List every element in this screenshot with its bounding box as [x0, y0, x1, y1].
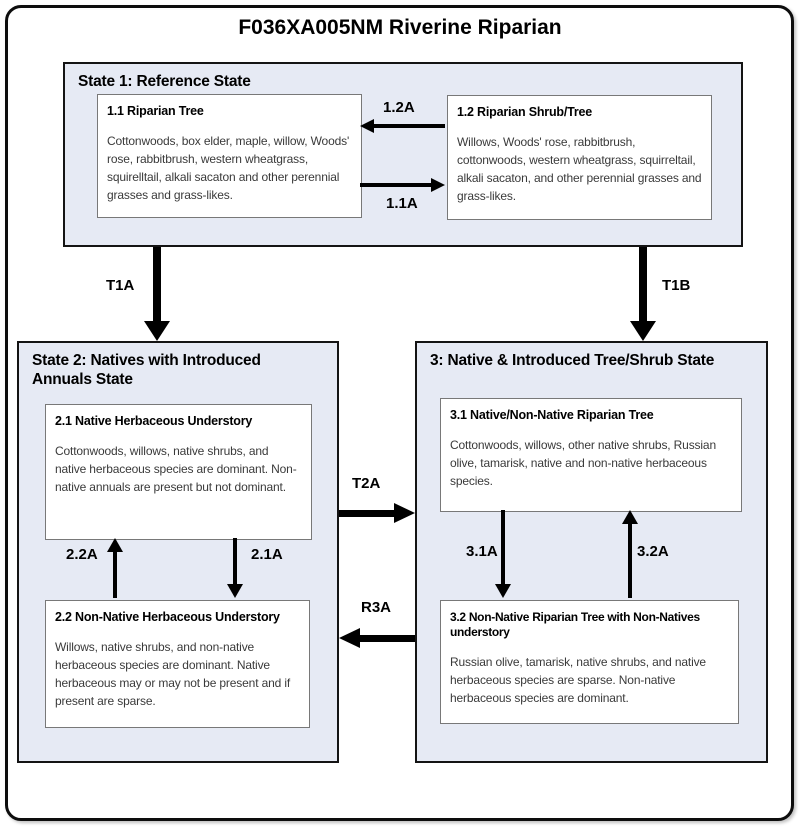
arrow-stem [113, 550, 117, 598]
community-2-1 [45, 404, 312, 540]
community-3-2-title: 3.2 Non-Native Riparian Tree with Non-Natives understory [450, 610, 700, 639]
arrow-head-icon [630, 321, 656, 341]
transition-label-t1a: T1A [106, 277, 135, 294]
community-1-2 [447, 95, 712, 220]
community-1-1-body: Cottonwoods, box elder, maple, willow, Woods' rose, rabbitbrush, western wheatgrass, squirelltail, alkali sacaton and other perennial grasses and grass-likes. [107, 134, 350, 202]
community-3-2-body: Russian olive, tamarisk, native shrubs, and native herbaceous species are sparse. Non-native herbaceous species are dominant. [450, 655, 706, 705]
arrow-head-icon [495, 584, 511, 598]
transition-arrow-t1b-down-icon [630, 247, 656, 341]
arrow-stem [339, 510, 395, 517]
pathway-label-1-2a: 1.2A [383, 99, 415, 116]
restoration-arrow-r3a-left-icon [339, 628, 415, 648]
pathway-arrow-2-2a-up-icon [107, 538, 123, 598]
state1-title: State 1: Reference State [78, 73, 251, 90]
arrow-stem [628, 522, 632, 598]
state3-title: 3: Native & Introduced Tree/Shrub State [430, 352, 715, 369]
community-2-2 [45, 600, 310, 728]
community-3-1-title: 3.1 Native/Non-Native Riparian Tree [450, 408, 654, 422]
community-2-1-body: Cottonwoods, willows, native shrubs, and native herbaceous species are dominant. Non-native annuals are present but not dominant. [55, 444, 297, 494]
arrow-stem [639, 247, 647, 322]
arrow-head-icon [431, 178, 445, 192]
pathway-arrow-2-1a-down-icon [227, 538, 243, 598]
transition-arrow-t1a-down-icon [144, 247, 170, 341]
community-2-1-title: 2.1 Native Herbaceous Understory [55, 414, 253, 428]
transition-label-t1b: T1B [662, 277, 691, 294]
diagram-title: F036XA005NM Riverine Riparian [238, 16, 562, 39]
arrow-stem [373, 124, 445, 128]
arrow-head-icon [394, 503, 415, 523]
community-3-1-body: Cottonwoods, willows, other native shrubs, Russian olive, tamarisk, native and non-native herbaceous species. [450, 438, 716, 488]
transition-arrow-t2a-right-icon [339, 503, 415, 523]
pathway-arrow-1-1a-right-icon [360, 178, 445, 192]
restoration-label-r3a: R3A [361, 599, 392, 616]
pathway-label-2-2a: 2.2A [66, 546, 98, 563]
arrow-head-icon [144, 321, 170, 341]
state1-box [63, 62, 743, 247]
state2-title: State 2: Natives with Introduced Annuals State [32, 352, 261, 388]
community-1-2-body: Willows, Woods' rose, rabbitbrush, cottonwoods, western wheatgrass, squirreltail, alkali sacaton, and other perennial grasses and grass-likes. [457, 135, 702, 203]
community-1-2-title: 1.2 Riparian Shrub/Tree [457, 105, 593, 119]
community-2-2-title: 2.2 Non-Native Herbaceous Understory [55, 610, 280, 624]
pathway-label-2-1a: 2.1A [251, 546, 283, 563]
arrow-head-icon [360, 119, 374, 133]
community-1-1-title: 1.1 Riparian Tree [107, 104, 204, 118]
arrow-head-icon [339, 628, 360, 648]
pathway-arrow-3-2a-up-icon [622, 510, 638, 598]
arrow-stem [359, 635, 415, 642]
transition-label-t2a: T2A [352, 475, 381, 492]
arrow-head-icon [227, 584, 243, 598]
community-3-2 [440, 600, 739, 724]
arrow-stem [360, 183, 432, 187]
pathway-label-3-2a: 3.2A [637, 543, 669, 560]
arrow-stem [501, 510, 505, 586]
pathway-label-1-1a: 1.1A [386, 195, 418, 212]
arrow-head-icon [622, 510, 638, 524]
community-2-2-body: Willows, native shrubs, and non-native herbaceous species are dominant. Native herbaceous may or may not be present and if present are sparse. [55, 640, 291, 708]
community-3-1 [440, 398, 742, 512]
arrow-stem [153, 247, 161, 322]
arrow-head-icon [107, 538, 123, 552]
pathway-label-3-1a: 3.1A [466, 543, 498, 560]
pathway-arrow-1-2a-left-icon [360, 119, 445, 133]
community-1-1 [97, 94, 362, 218]
arrow-stem [233, 538, 237, 586]
